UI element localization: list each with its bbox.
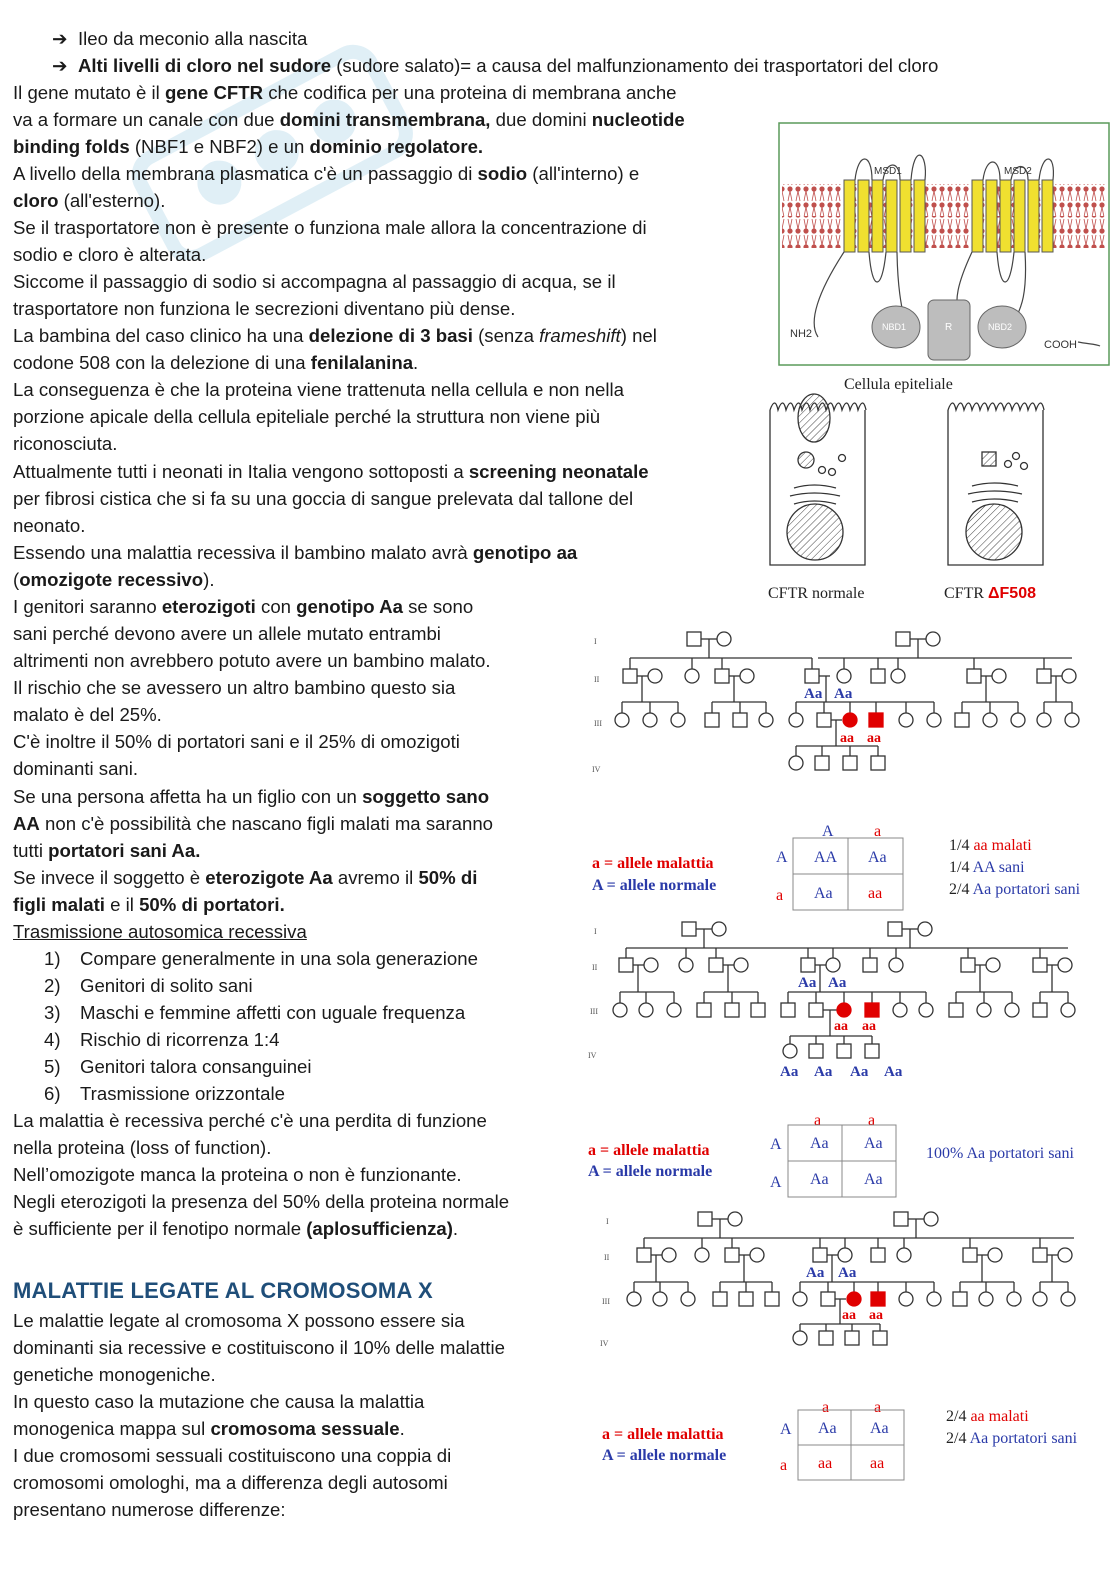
section-title: MALATTIE LEGATE AL CROMOSOMA X — [13, 1278, 433, 1303]
text-line: dominanti sia recessive e costituiscono il 10% delle malattie — [13, 1337, 505, 1358]
text-line: A livello della membrana plasmatica c'è un passaggio di sodio (all'interno) e — [13, 163, 640, 184]
svg-text:a: a — [780, 1457, 788, 1474]
svg-text:III: III — [594, 719, 602, 728]
text-line: Nell’omozigote manca la proteina o non è funzionante. — [13, 1164, 462, 1185]
text-line: Se una persona affetta ha un figlio con un soggetto sano — [13, 786, 490, 807]
text-line: è sufficiente per il fenotipo normale (aplosufficienza). — [13, 1218, 459, 1239]
svg-text:Aa: Aa — [864, 1135, 883, 1152]
text-line: sani perché devono avere un allele mutato entrambi — [13, 623, 441, 644]
svg-text:II: II — [604, 1253, 610, 1262]
svg-text:Aa: Aa — [828, 975, 847, 991]
text-line: Se invece il soggetto è eterozigote Aa avremo il 50% di — [13, 867, 478, 888]
svg-text:IV: IV — [600, 1339, 609, 1348]
result-line: 2/4 Aa portatori sani — [949, 881, 1081, 898]
svg-text:a: a — [822, 1399, 830, 1416]
genotype-label: Aa — [804, 686, 823, 702]
result-line: 1/4 aa malati — [949, 837, 1032, 854]
membrane-outer-leaflet — [782, 184, 1106, 216]
nbd1-label: NBD1 — [882, 322, 907, 332]
svg-text:aa: aa — [868, 885, 883, 902]
affected-male — [869, 713, 883, 727]
text-line: Essendo una malattia recessiva il bambino malato avrà genotipo aa — [13, 542, 578, 563]
svg-text:A: A — [780, 1421, 792, 1438]
affected-female — [847, 1292, 861, 1306]
svg-text:Aa: Aa — [838, 1265, 857, 1281]
text-line: trasportatore non funziona le secrezioni diventano più dense. — [13, 298, 516, 319]
svg-text:Aa: Aa — [810, 1171, 829, 1188]
text-line: tutti portatori sani Aa. — [13, 840, 201, 861]
text-line: neonato. — [13, 515, 86, 536]
text-line: Il gene mutato è il gene CFTR che codifica per una proteina di membrana anche — [13, 82, 677, 103]
text-line: In questo caso la mutazione che causa la malattia — [13, 1391, 425, 1412]
list-item: 3) Maschi e femmine affetti con uguale frequenza — [44, 1002, 466, 1023]
figure-title: Cellula epiteliale — [844, 376, 953, 393]
svg-text:Aa: Aa — [814, 1064, 833, 1080]
subheading: Trasmissione autosomica recessiva — [13, 921, 307, 942]
svg-text:Aa: Aa — [798, 975, 817, 991]
text-line: nella proteina (loss of function). — [13, 1137, 272, 1158]
text-line: riconosciuta. — [13, 433, 118, 454]
genotype-label: aa — [840, 731, 854, 746]
cftr-mutant-label: CFTR ΔF508 — [944, 585, 1036, 602]
result-line: 1/4 AA sani — [949, 859, 1025, 876]
svg-text:Aa: Aa — [868, 849, 887, 866]
svg-text:Aa: Aa — [806, 1265, 825, 1281]
svg-text:a: a — [874, 823, 882, 840]
bullet-line: ➔ Ileo da meconio alla nascita — [52, 28, 308, 49]
svg-text:Aa: Aa — [884, 1064, 903, 1080]
cftr-protein-diagram — [778, 122, 1110, 366]
svg-text:II: II — [592, 963, 598, 972]
svg-text:I: I — [606, 1217, 609, 1226]
generation-labels — [600, 1217, 610, 1348]
legend-disease-allele: a = allele malattia — [592, 855, 714, 872]
result-line: 2/4 Aa portatori sani — [946, 1430, 1078, 1447]
list-item: 1) Compare generalmente in una sola generazione — [44, 948, 478, 969]
female — [926, 632, 940, 646]
svg-text:A: A — [822, 823, 834, 840]
text-line: sodio e cloro è alterata. — [13, 244, 207, 265]
genotype-label: aa — [867, 731, 881, 746]
text-line: I due cromosomi sessuali costituiscono una coppia di — [13, 1445, 452, 1466]
cftr-normal-label: CFTR normale — [768, 585, 865, 602]
list-item: 6) Trasmissione orizzontale — [44, 1083, 285, 1104]
r-label: R — [945, 322, 953, 333]
text-line: altrimenti non avrebbero potuto avere un bambino malato. — [13, 650, 491, 671]
text-line: presentano numerose differenze: — [13, 1499, 286, 1520]
membrane-inner-leaflet — [782, 216, 1106, 248]
pedigree-2 — [582, 914, 1092, 1086]
affected-female — [837, 1003, 851, 1017]
bullet-line: ➔ Alti livelli di cloro nel sudore (sudore salato)= a causa del malfunzionamento dei trasportatori del cloro — [52, 55, 939, 76]
text-line: malato è del 25%. — [13, 704, 162, 725]
svg-text:a = allele malattia: a = allele malattia — [602, 1426, 724, 1443]
text-line: Siccome il passaggio di sodio si accompagna al passaggio di acqua, se il — [13, 271, 616, 292]
affected-male — [871, 1292, 885, 1306]
text-line: dominanti sani. — [13, 758, 139, 779]
text-line: Negli eterozigoti la presenza del 50% della proteina normale — [13, 1191, 510, 1212]
text-line: I genitori saranno eterozigoti con genotipo Aa se sono — [13, 596, 474, 617]
epithelial-cell-figure — [760, 370, 1110, 610]
svg-text:Aa: Aa — [818, 1420, 837, 1437]
nbd2-label: NBD2 — [988, 322, 1013, 332]
msd1-label: MSD1 — [874, 166, 902, 177]
text-line: figli malati e il 50% di portatori. — [13, 894, 285, 915]
text-line: La bambina del caso clinico ha una delezione di 3 basi (senza frameshift) nel — [13, 325, 657, 346]
female — [717, 632, 731, 646]
svg-text:I: I — [594, 927, 597, 936]
svg-text:IV: IV — [592, 765, 601, 774]
text-line: C'è inoltre il 50% di portatori sani e il 25% di omozigoti — [13, 731, 460, 752]
punnett-square-1 — [586, 822, 1106, 914]
list-item: 4) Rischio di ricorrenza 1:4 — [44, 1029, 280, 1050]
punnett-square-3 — [600, 1392, 1100, 1484]
pedigree-3 — [588, 1204, 1088, 1364]
cell-mutant — [948, 403, 1044, 565]
text-line: binding folds (NBF1 e NBF2) e un dominio regolatore. — [13, 136, 484, 157]
svg-text:III: III — [590, 1007, 598, 1016]
text-line: cromosomi omologhi, ma a differenza degli autosomi — [13, 1472, 448, 1493]
text-line: genetiche monogeniche. — [13, 1364, 216, 1385]
svg-text:aa: aa — [834, 1019, 848, 1034]
arrow-icon: ➔ — [52, 55, 68, 76]
arrow-icon: ➔ — [52, 28, 68, 49]
text-line: (omozigote recessivo). — [13, 569, 215, 590]
svg-text:a: a — [776, 887, 784, 904]
svg-text:Aa: Aa — [810, 1135, 829, 1152]
cell-normal — [770, 394, 866, 565]
result-line: 2/4 aa malati — [946, 1408, 1029, 1425]
svg-text:I: I — [594, 637, 597, 646]
pedigree-1 — [582, 622, 1092, 782]
svg-text:III: III — [602, 1297, 610, 1306]
msd2-label: MSD2 — [1004, 166, 1032, 177]
text-line: Se il trasportatore non è presente o funziona male allora la concentrazione di — [13, 217, 647, 238]
generation-labels — [592, 637, 602, 774]
svg-text:Aa: Aa — [870, 1420, 889, 1437]
affected-male — [865, 1003, 879, 1017]
cooh-label: COOH — [1044, 339, 1077, 351]
svg-text:a = allele malattia: a = allele malattia — [588, 1142, 710, 1159]
text-line: monogenica mappa sul cromosoma sessuale. — [13, 1418, 405, 1439]
text-line: porzione apicale della cellula epiteliale perché la struttura non viene più — [13, 406, 601, 427]
text-line: cloro (all'esterno). — [13, 190, 166, 211]
svg-text:Aa: Aa — [864, 1171, 883, 1188]
text-line: codone 508 con la delezione di una fenilalanina. — [13, 352, 419, 373]
list-item: 2) Genitori di solito sani — [44, 975, 253, 996]
result-line: 100% Aa portatori sani — [926, 1145, 1074, 1162]
male — [687, 632, 701, 646]
svg-text:aa: aa — [842, 1308, 856, 1323]
nh2-label: NH2 — [790, 328, 813, 340]
svg-text:a: a — [814, 1112, 822, 1129]
svg-text:A: A — [776, 849, 788, 866]
svg-text:aa: aa — [869, 1308, 883, 1323]
text-line: Attualmente tutti i neonati in Italia vengono sottoposti a screening neonatale — [13, 461, 649, 482]
text-line: La conseguenza è che la proteina viene trattenuta nella cellula e non nella — [13, 379, 624, 400]
legend-normal-allele: A = allele normale — [592, 877, 717, 894]
svg-text:A = allele normale: A = allele normale — [602, 1447, 727, 1464]
text-line: va a formare un canale con due domini transmembrana, due domini nucleotide — [13, 109, 685, 130]
svg-text:AA: AA — [814, 849, 838, 866]
svg-text:aa: aa — [862, 1019, 876, 1034]
text-line: Il rischio che se avessero un altro bambino questo sia — [13, 677, 456, 698]
text-line: per fibrosi cistica che si fa su una goccia di sangue prelevata dal tallone del — [13, 488, 634, 509]
svg-text:a: a — [868, 1112, 876, 1129]
svg-text:A: A — [770, 1136, 782, 1153]
generation-labels — [588, 927, 598, 1060]
text-line: La malattia è recessiva perché c'è una perdita di funzione — [13, 1110, 487, 1131]
svg-text:A = allele normale: A = allele normale — [588, 1163, 713, 1180]
svg-text:A: A — [770, 1174, 782, 1191]
affected-female — [843, 713, 857, 727]
list-item: 5) Genitori talora consanguinei — [44, 1056, 312, 1077]
svg-text:aa: aa — [818, 1455, 833, 1472]
svg-text:Aa: Aa — [850, 1064, 869, 1080]
svg-text:a: a — [874, 1399, 882, 1416]
svg-text:Aa: Aa — [780, 1064, 799, 1080]
punnett-square-2 — [586, 1108, 1106, 1200]
text-line: AA non c'è possibilità che nascano figli malati ma saranno — [13, 813, 494, 834]
svg-text:II: II — [594, 675, 600, 684]
male — [896, 632, 910, 646]
text-line: Le malattie legate al cromosoma X possono essere sia — [13, 1310, 465, 1331]
svg-text:Aa: Aa — [814, 885, 833, 902]
genotype-label: Aa — [834, 686, 853, 702]
svg-text:IV: IV — [588, 1051, 597, 1060]
svg-text:aa: aa — [870, 1455, 885, 1472]
